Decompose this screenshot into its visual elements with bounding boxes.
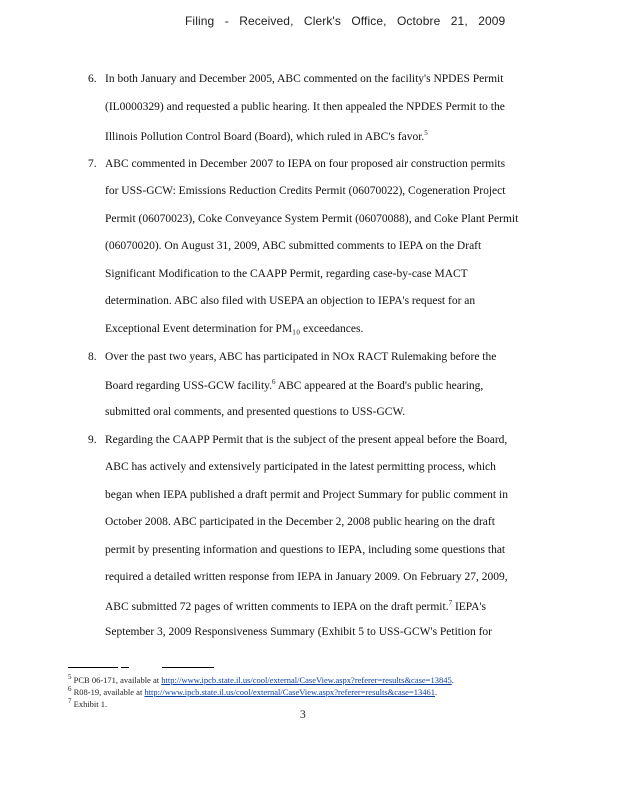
item-line: began when IEPA published a draft permit and Project Summary for public comment in [105,489,508,501]
item-line: Permit (06070023), Coke Conveyance System Permit (06070088), and Coke Plant Permit [105,213,519,225]
item-number: 7. [88,158,97,170]
footnote-marker: 5 [68,673,72,681]
footnote-ref: 6 [272,378,276,386]
item-number: 6. [88,73,97,85]
item-line: In both January and December 2005, ABC commented on the facility's NPDES Permit [105,73,504,85]
footnote-link[interactable]: http://www.ipcb.state.il.us/cool/external/CaseView.aspx?referer=results&case=13461 [144,686,435,697]
footnote-tail: . [451,674,454,685]
item-line [105,378,483,392]
footnote-7 [68,697,107,709]
item-line: Regarding the CAAPP Permit that is the subject of the present appeal before the Board, [105,434,508,446]
footnote-tail: . [434,686,438,697]
item-line [105,599,486,613]
filing-header: Filing - Received, Clerk's Office, Octobre 21, 2009 [185,14,506,28]
item-line: September 3, 2009 Responsiveness Summary (Exhibit 5 to USS-GCW's Petition for [105,626,492,638]
item-line: determination. ABC also filed with USEPA an objection to IEPA's request for an [105,295,476,307]
footnote-link[interactable]: http://www.ipcb.state.il.us/cool/external/CaseView.aspx?referer=results&case=13845 [161,674,452,685]
footnote-separator [68,667,118,668]
item-line: for USS-GCW: Emissions Reduction Credits Permit (06070022), Cogeneration Project [105,185,506,197]
footnote-separator [162,667,214,668]
footnote-text: Exhibit 1. [71,698,108,709]
page-number: 3 [300,709,306,721]
item-line [105,129,428,143]
footnote-ref: 5 [424,129,428,137]
footnote-5 [68,673,454,685]
footnote-text: R08-19, available at [71,686,145,697]
item-line: Exceptional Event determination for PM₁₀ exceedances. [105,323,364,335]
item-line: Significant Modification to the CAAPP Permit, regarding case-by-case MACT [105,268,468,280]
item-line: permit by presenting information and questions to IEPA, including some questions that [105,544,506,556]
footnote-ref: 7 [448,599,453,607]
footnote-marker: 6 [68,685,72,693]
item-number: 9. [88,434,97,446]
item-line: ABC has actively and extensively participated in the latest permitting process, which [105,461,496,473]
item-line: submitted oral comments, and presented questions to USS-GCW. [105,406,406,418]
footnote-text: PCB 06-171, available at [71,674,162,685]
item-line-text: ABC submitted 72 pages of written comments to IEPA on the draft permit. [105,600,449,613]
item-line: October 2008. ABC participated in the December 2, 2008 public hearing on the draft [105,516,495,528]
item-line-text: Illinois Pollution Control Board (Board), which ruled in ABC's favor. [105,130,425,143]
item-line: ABC commented in December 2007 to IEPA on four proposed air construction permits [105,158,506,170]
item-line: (06070020). On August 31, 2009, ABC submitted comments to IEPA on the Draft [105,240,482,252]
item-line-text: Board regarding USS-GCW facility. [105,379,273,392]
footnote-marker: 7 [68,697,72,705]
item-line: Over the past two years, ABC has participated in NOx RACT Rulemaking before the [105,351,497,363]
item-line: required a detailed written response from IEPA in January 2009. On February 27, 2009, [105,571,508,583]
footnote-separator [121,667,129,668]
item-line-text: IEPA's [452,600,486,613]
item-line: (IL0000329) and requested a public hearing. It then appealed the NPDES Permit to the [105,101,505,113]
item-number: 8. [88,351,97,363]
item-line-text: ABC appeared at the Board's public hearing, [275,379,484,392]
footnote-6 [68,685,437,697]
